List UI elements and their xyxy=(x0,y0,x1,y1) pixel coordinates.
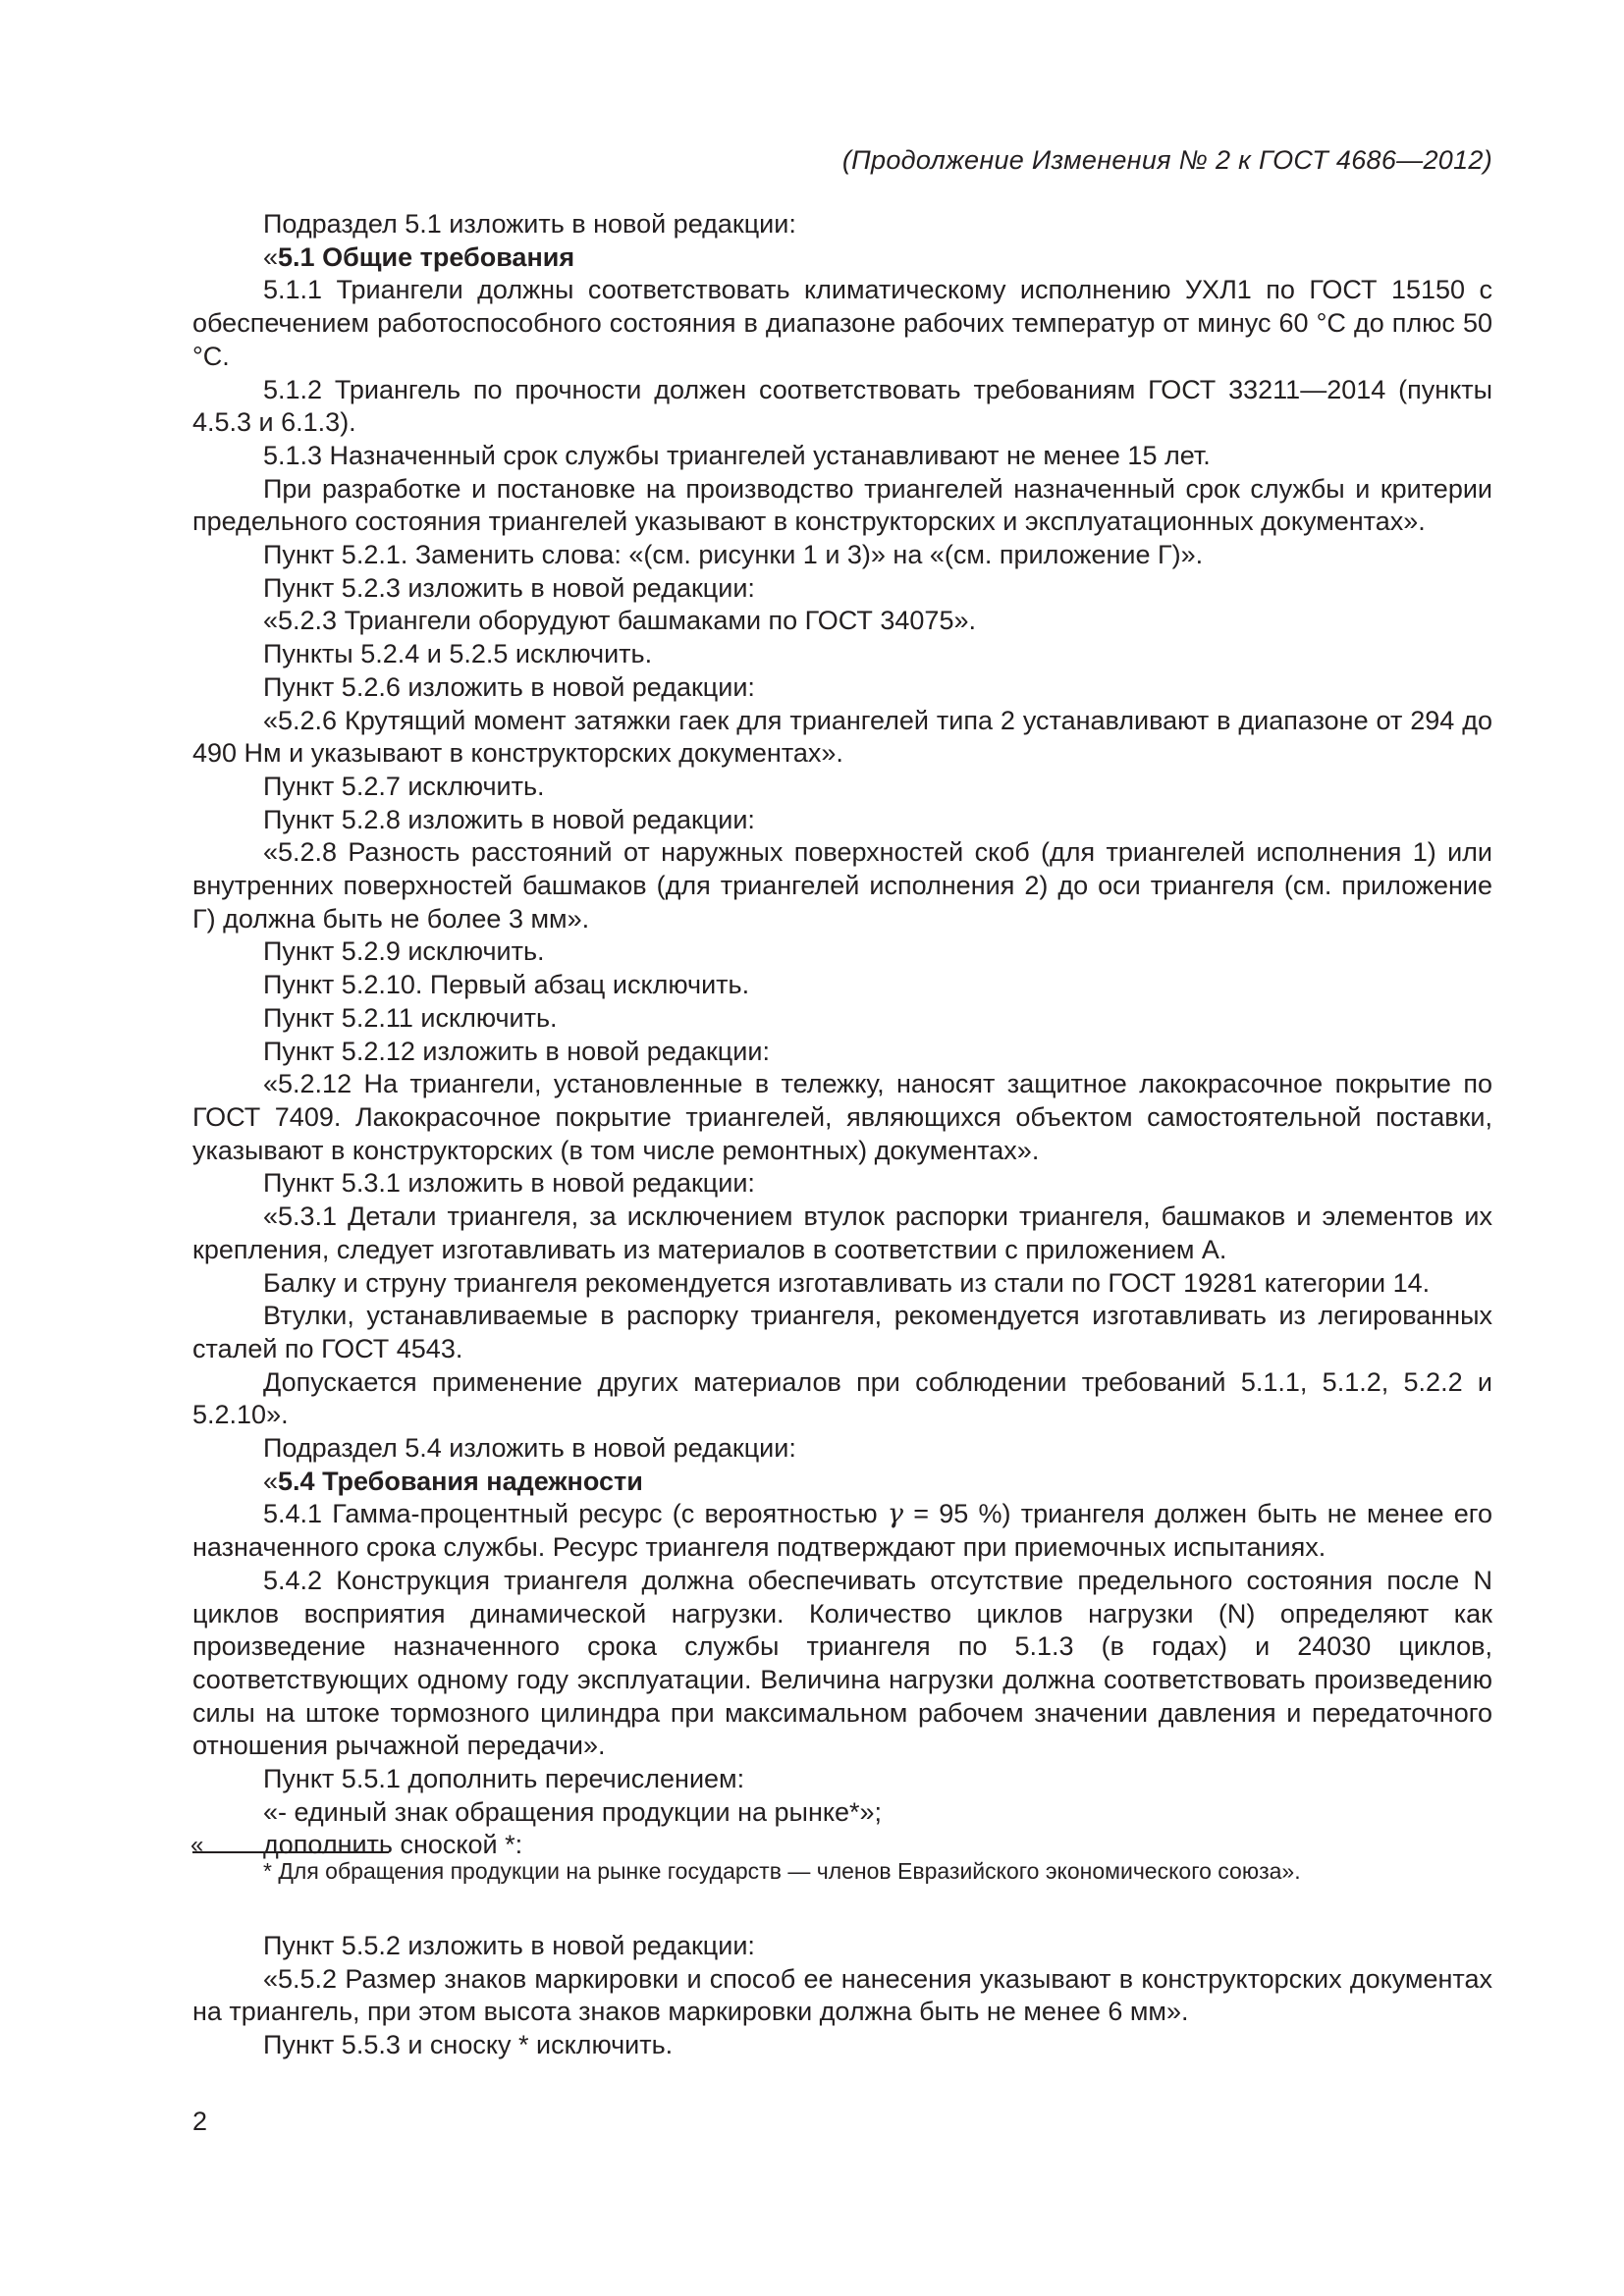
paragraph: Подраздел 5.1 изложить в новой редакции: xyxy=(263,209,796,239)
paragraph: дополнить сноской *: xyxy=(263,1830,523,1860)
gamma-symbol: γ xyxy=(887,1499,904,1530)
paragraph: «5.5.2 Размер знаков маркировки и способ ее нанесения указывают в конструкторских документах на триангель, при этом высота знаков маркировки должна быть не менее 6 мм». xyxy=(192,1963,1492,2027)
paragraph: Пункт 5.2.7 исключить. xyxy=(263,771,545,801)
footnote-quote-mark: « xyxy=(190,1832,204,1858)
document-body xyxy=(192,208,1492,1862)
paragraph: «5.2.12 На триангели, установленные в тележку, наносят защитное лакокрасочное покрытие по ГОСТ 7409. Лакокрасочное покрытие триангелей, являющихся объектом самостоятельной поставки, указывают в конструкторских (в том числе ремонтных) документах». xyxy=(192,1069,1492,1165)
paragraph: Пункт 5.2.9 исключить. xyxy=(263,936,545,967)
paragraph: 5.1.3 Назначенный срок службы триангелей устанавливают не менее 15 лет. xyxy=(263,440,1211,470)
paragraph: 5.4.2 Конструкция триангеля должна обеспечивать отсутствие предельного состояния после N циклов восприятия динамической нагрузки. Количество циклов нагрузки (N) определяют как произведение назначенного срока службы триангеля по 5.1.3 (в годах) и 24030 циклов, соответствующих одному году эксплуатации. Величина нагрузки должна соответствовать произведению силы на штоке тормозного цилиндра при максимальном рабочем значении давления и передаточного отношения рычажной передачи». xyxy=(192,1565,1492,1761)
paragraph: Пункт 5.2.1. Заменить слова: «(см. рисунки 1 и 3)» на «(см. приложение Г)». xyxy=(263,540,1204,570)
paragraph: Пункт 5.5.1 дополнить перечислением: xyxy=(263,1764,745,1794)
paragraph: «5.2.6 Крутящий момент затяжки гаек для триангелей типа 2 устанавливают в диапазоне от 294 до 490 Нм и указывают в конструкторских документах». xyxy=(192,705,1492,769)
paragraph: Пункт 5.2.6 изложить в новой редакции: xyxy=(263,671,755,702)
paragraph: Пункт 5.5.3 и сноску * исключить. xyxy=(263,2030,674,2060)
footnote-divider xyxy=(192,1851,389,1853)
paragraph: Балку и струну триангеля рекомендуется изготавливать из стали по ГОСТ 19281 категории 14. xyxy=(263,1267,1431,1298)
paragraph: При разработке и постановке на производство триангелей назначенный срок службы и критерии предельного состояния триангелей указывают в конструкторских и эксплуатационных документах». xyxy=(192,473,1492,537)
paragraph: Допускается применение других материалов при соблюдении требований 5.1.1, 5.1.2, 5.2.2 и 5.2.10». xyxy=(192,1366,1492,1430)
paragraph: Пункт 5.2.8 изложить в новой редакции: xyxy=(263,804,755,834)
paragraph: Пункты 5.2.4 и 5.2.5 исключить. xyxy=(263,639,653,669)
paragraph: «- единый знак обращения продукции на рынке*»; xyxy=(263,1796,883,1827)
paragraph: Пункт 5.5.2 изложить в новой редакции: xyxy=(263,1931,755,1960)
section-heading: «5.4 Требования надежности xyxy=(263,1466,643,1496)
paragraph: 5.1.2 Триангель по прочности должен соответствовать требованиям ГОСТ 33211—2014 (пункты 4.5.3 и 6.1.3). xyxy=(192,374,1492,438)
paragraph: «5.3.1 Детали триангеля, за исключением втулок распорки триангеля, башмаков и элементов их крепления, следует изготавливать из материалов в соответствии с приложением А. xyxy=(192,1201,1492,1264)
paragraph: Подраздел 5.4 изложить в новой редакции: xyxy=(263,1433,796,1464)
document-body-continued xyxy=(192,1930,1492,2062)
page-number: 2 xyxy=(192,2107,208,2136)
paragraph: Пункт 5.3.1 изложить в новой редакции: xyxy=(263,1168,755,1199)
page-header: (Продолжение Изменения № 2 к ГОСТ 4686—2012) xyxy=(841,145,1492,175)
paragraph: 5.4.1 Гамма-процентный ресурс (с вероятностью γ = 95 %) триангеля должен быть не менее его назначенного срока службы. Ресурс триангеля подтверждают при приемочных испытаниях. xyxy=(192,1499,1492,1563)
paragraph: Пункт 5.2.11 исключить. xyxy=(263,1002,558,1033)
footnote: * Для обращения продукции на рынке государств — членов Евразийского экономического союза». xyxy=(263,1858,1301,1884)
paragraph: Пункт 5.2.10. Первый абзац исключить. xyxy=(263,970,750,1000)
section-heading: «5.1 Общие требования xyxy=(263,241,575,272)
paragraph: «5.2.8 Разность расстояний от наружных поверхностей скоб (для триангелей исполнения 1) или внутренних поверхностей башмаков (для триангелей исполнения 2) до оси триангеля (см. приложение Г) должна быть не более 3 мм». xyxy=(192,837,1492,934)
paragraph: Втулки, устанавливаемые в распорку триангеля, рекомендуется изготавливать из легированных сталей по ГОСТ 4543. xyxy=(192,1301,1492,1363)
paragraph: Пункт 5.2.12 изложить в новой редакции: xyxy=(263,1036,770,1066)
paragraph: 5.1.1 Триангели должны соответствовать климатическому исполнению УХЛ1 по ГОСТ 15150 с обеспечением работоспособного состояния в диапазоне рабочих температур от минус 60 °С до плюс 50 °С. xyxy=(192,275,1492,371)
paragraph: «5.2.3 Триангели оборудуют башмаками по ГОСТ 34075». xyxy=(263,606,976,636)
paragraph: Пункт 5.2.3 изложить в новой редакции: xyxy=(263,572,755,603)
